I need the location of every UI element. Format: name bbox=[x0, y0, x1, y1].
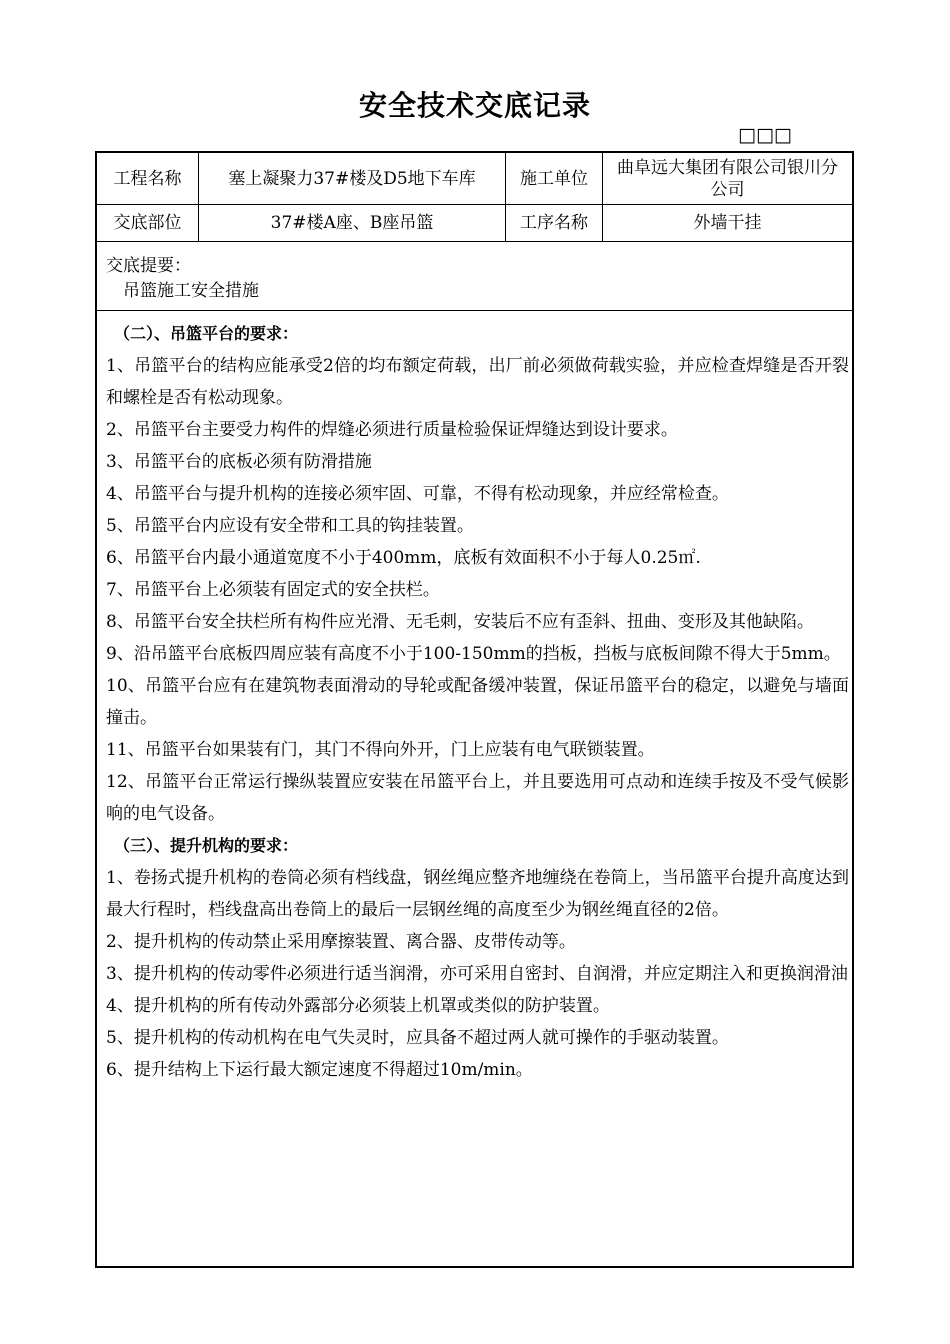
requirement-item: 9、沿吊篮平台底板四周应装有高度不小于100-150mm的挡板，挡板与底板间隙不得大于5mm。 bbox=[106, 644, 841, 664]
requirement-item: 5、吊篮平台内应设有安全带和工具的钩挂装置。 bbox=[106, 516, 474, 536]
row-divider bbox=[97, 310, 852, 311]
requirement-item: 5、提升机构的传动机构在电气失灵时，应具备不超过两人就可操作的手驱动装置。 bbox=[106, 1028, 729, 1048]
requirement-item: 8、吊篮平台安全扶栏所有构件应光滑、无毛刺，安装后不应有歪斜、扭曲、变形及其他缺陷。 bbox=[106, 612, 814, 632]
contractor-value: 曲阜远大集团有限公司银川分公司 bbox=[617, 157, 838, 200]
requirement-item: 12、吊篮平台正常运行操纵装置应安装在吊篮平台上，并且要选用可点动和连续手按及不受气候影响的电气设备。 bbox=[106, 772, 849, 824]
requirement-item: 10、吊篮平台应有在建筑物表面滑动的导轮或配备缓冲装置，保证吊篮平台的稳定，以避免与墙面撞击。 bbox=[106, 676, 849, 728]
requirement-item: 3、提升机构的传动零件必须进行适当润滑，亦可采用自密封、自润滑，并应定期注入和更换润滑油 bbox=[106, 964, 848, 984]
section-heading: （三）、提升机构的要求： bbox=[114, 836, 299, 855]
requirement-item: 1、卷扬式提升机构的卷筒必须有档线盘，钢丝绳应整齐地缠绕在卷筒上，当吊篮平台提升高度达到最大行程时，档线盘高出卷筒上的最后一层钢丝绳的高度至少为钢丝绳直径的2倍。 bbox=[106, 868, 849, 920]
requirement-item: 7、吊篮平台上必须装有固定式的安全扶栏。 bbox=[106, 580, 440, 600]
requirement-item: 1、吊篮平台的结构应能承受2倍的均布额定荷载，出厂前必须做荷载实验，并应检查焊缝是否开裂和螺栓是否有松动现象。 bbox=[106, 356, 849, 408]
requirement-item: 4、提升机构的所有传动外露部分必须装上机罩或类似的防护装置。 bbox=[106, 996, 610, 1016]
requirement-item: 3、吊篮平台的底板必须有防滑措施 bbox=[106, 452, 372, 472]
record-table bbox=[95, 151, 854, 1268]
location-label: 交底部位 bbox=[113, 213, 182, 233]
briefing-content bbox=[106, 318, 849, 1086]
project-name-label: 工程名称 bbox=[113, 168, 182, 189]
process-label: 工序名称 bbox=[520, 213, 588, 233]
location-value: 37#楼A座、B座吊篮 bbox=[270, 213, 434, 233]
requirement-item: 2、吊篮平台主要受力构件的焊缝必须进行质量检验保证焊缝达到设计要求。 bbox=[106, 420, 678, 440]
document-title: 安全技术交底记录 bbox=[358, 89, 591, 122]
section-heading: （二）、吊篮平台的要求： bbox=[114, 324, 299, 343]
summary-text: 吊篮施工安全措施 bbox=[123, 281, 259, 301]
row-divider bbox=[97, 241, 852, 242]
requirement-item: 6、吊篮平台内最小通道宽度不小于400mm，底板有效面积不小于每人0.25㎡. bbox=[106, 548, 701, 568]
summary-label: 交底提要： bbox=[106, 256, 191, 276]
process-value: 外墙干挂 bbox=[693, 213, 762, 233]
contractor-label: 施工单位 bbox=[520, 168, 588, 189]
requirement-item: 6、提升结构上下运行最大额定速度不得超过10m/min。 bbox=[106, 1060, 533, 1080]
project-name-value: 塞上凝聚力37#楼及D5地下车库 bbox=[228, 168, 476, 189]
document-code: □□□ bbox=[738, 124, 792, 146]
requirement-item: 2、提升机构的传动禁止采用摩擦装置、离合器、皮带传动等。 bbox=[106, 932, 576, 952]
briefing-summary bbox=[106, 254, 259, 304]
requirement-item: 4、吊篮平台与提升机构的连接必须牢固、可靠，不得有松动现象，并应经常检查。 bbox=[106, 484, 729, 504]
requirement-item: 11、吊篮平台如果装有门，其门不得向外开，门上应装有电气联锁装置。 bbox=[106, 740, 655, 760]
